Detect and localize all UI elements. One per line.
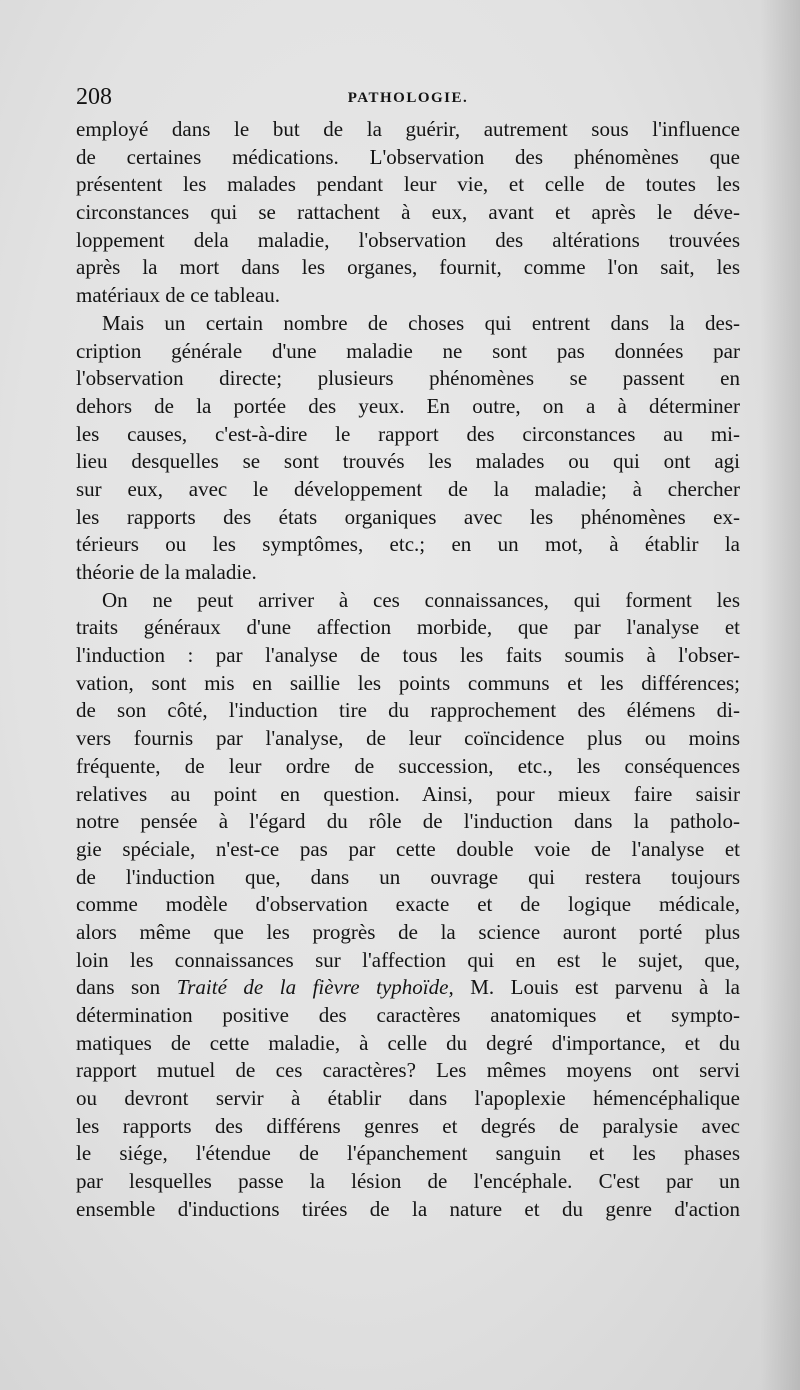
paragraph-first-line: Mais un certain nombre de choses qui entrent dans la des-	[102, 310, 740, 335]
text-line: dehors de la portée des yeux. En outre, on a à déterminer	[76, 393, 740, 418]
line-text-before-title: dans son	[76, 975, 177, 1000]
text-line: cription générale d'une maladie ne sont pas données par	[76, 338, 740, 363]
line-text-after-title: M. Louis est parvenu à la	[453, 975, 740, 1000]
text-line: de certaines médications. L'observation des phénomènes que	[76, 144, 740, 169]
text-line: les causes, c'est-à-dire le rapport des circonstances au mi-	[76, 421, 740, 446]
text-line: sur eux, avec le développement de la maladie; à chercher	[76, 476, 740, 501]
body-text	[76, 116, 740, 1224]
text-line: fréquente, de leur ordre de succession, etc., les conséquences	[76, 753, 740, 778]
paragraph-end-line: matériaux de ce tableau.	[76, 283, 281, 308]
text-line: traits généraux d'une affection morbide, que par l'analyse et	[76, 615, 740, 640]
text-line: les rapports des différens genres et degrés de paralysie avec	[76, 1113, 740, 1138]
text-line: de son côté, l'induction tire du rapprochement des élémens di-	[76, 698, 740, 723]
text-line: présentent les malades pendant leur vie, et celle de toutes les	[76, 172, 740, 197]
book-title-reference: Traité de la fièvre typhoïde,	[176, 975, 454, 1000]
text-line: notre pensée à l'égard du rôle de l'induction dans la patholo-	[76, 809, 740, 834]
text-line: lieu desquelles se sont trouvés les malades ou qui ont agi	[76, 449, 740, 474]
text-line: l'observation directe; plusieurs phénomènes se passent en	[76, 366, 740, 391]
paragraph-end-line: théorie de la maladie.	[76, 560, 257, 584]
text-line: loppement dela maladie, l'observation des altérations trouvées	[76, 227, 740, 252]
page-number: 208	[76, 84, 112, 110]
text-line: vers fournis par l'analyse, de leur coïncidence plus ou moins	[76, 726, 740, 751]
text-line: loin les connaissances sur l'affection qui en est le sujet, que,	[76, 947, 740, 972]
text-line: circonstances qui se rattachent à eux, avant et après le déve-	[76, 200, 740, 225]
text-line: relatives au point en question. Ainsi, pour mieux faire saisir	[76, 781, 740, 806]
text-line: térieurs ou les symptômes, etc.; en un mot, à établir la	[76, 532, 740, 557]
page-edge-shadow	[760, 0, 800, 1390]
text-line: ou devront servir à établir dans l'apoplexie hémencéphalique	[76, 1086, 740, 1111]
text-line: les rapports des états organiques avec les phénomènes ex-	[76, 504, 740, 529]
text-line-with-title	[76, 974, 740, 1002]
text-line: employé dans le but de la guérir, autrement sous l'influence	[76, 117, 740, 141]
text-line: le siége, l'étendue de l'épanchement sanguin et les phases	[76, 1141, 740, 1166]
text-line: après la mort dans les organes, fournit, comme l'on sait, les	[76, 255, 740, 280]
text-line: vation, sont mis en saillie les points communs et les différences;	[76, 670, 740, 695]
page-header	[76, 84, 740, 114]
text-line: de l'induction que, dans un ouvrage qui restera toujours	[76, 864, 740, 889]
text-line: matiques de cette maladie, à celle du degré d'importance, et du	[76, 1030, 740, 1055]
text-line: rapport mutuel de ces caractères? Les mêmes moyens ont servi	[76, 1058, 740, 1083]
running-title: PATHOLOGIE.	[347, 90, 469, 106]
paragraph-first-line: On ne peut arriver à ces connaissances, qui forment les	[102, 587, 740, 612]
text-line: alors même que les progrès de la science auront porté plus	[76, 919, 740, 944]
text-line: ensemble d'inductions tirées de la nature et du genre d'action	[76, 1196, 740, 1221]
text-line: comme modèle d'observation exacte et de logique médicale,	[76, 892, 740, 917]
text-line: par lesquelles passe la lésion de l'encéphale. C'est par un	[76, 1169, 740, 1194]
text-line: gie spéciale, n'est-ce pas par cette double voie de l'analyse et	[76, 836, 740, 861]
text-line: l'induction : par l'analyse de tous les faits soumis à l'obser-	[76, 643, 740, 668]
text-line: détermination positive des caractères anatomiques et sympto-	[76, 1003, 740, 1027]
